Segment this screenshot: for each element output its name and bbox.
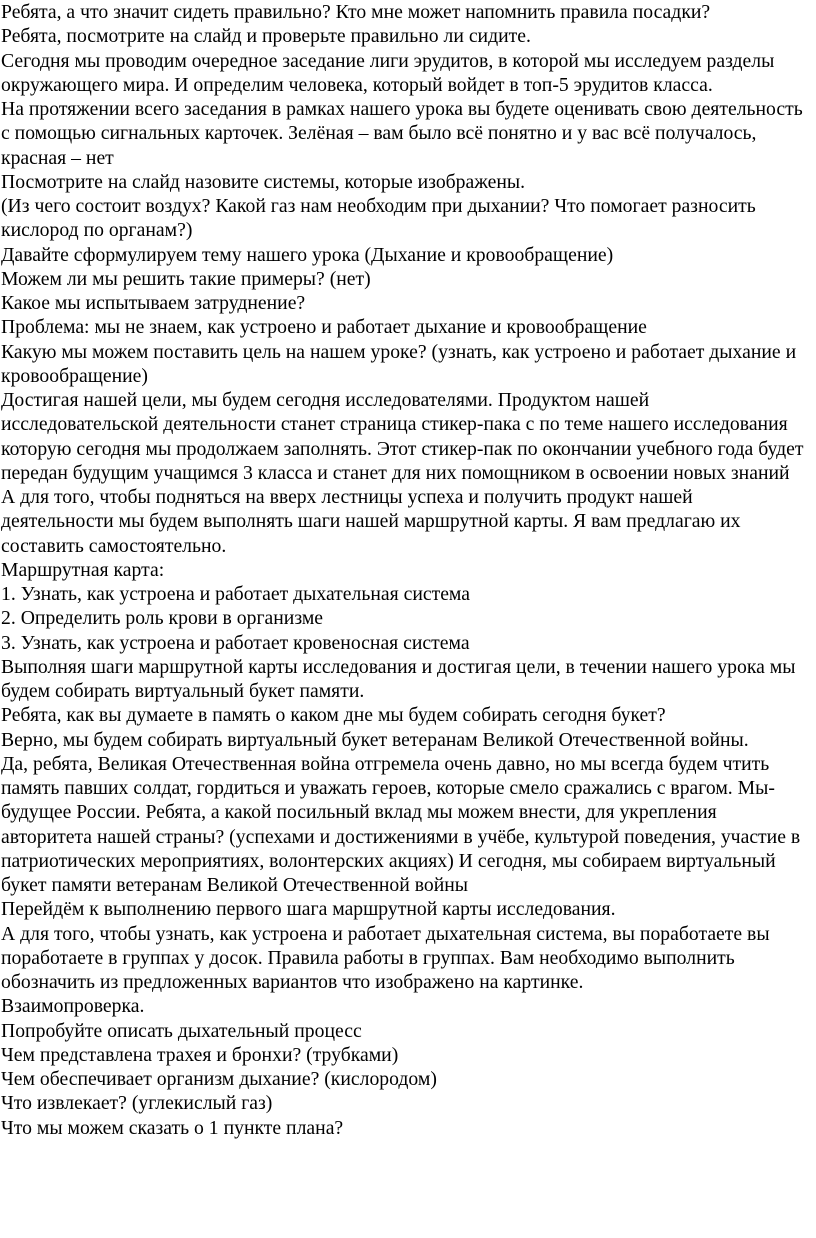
- paragraph-4: На протяжении всего заседания в рамках нашего урока вы будете оценивать свою деятельность с помощью сигнальных карточек. Зелёная – вам было всё понятно и у вас всё получалось, красная – нет: [1, 98, 803, 169]
- paragraph-5: Посмотрите на слайд назовите системы, которые изображены.: [1, 170, 526, 193]
- paragraph-12: Достигая нашей цели, мы будем сегодня исследователями. Продуктом нашей исследовательской деятельности станет страница стикер-пака с по теме нашего исследования которую сегодня мы продолжаем заполнять. Этот стикер-пак по окончании учебного года будет передан будущим учащимся 3 класса и станет для них помощником в освоении новых знаний: [1, 389, 804, 484]
- paragraph-19: Ребята, как вы думаете в память о каком дне мы будем собирать сегодня букет?: [1, 704, 666, 727]
- route-step-1: 1. Узнать, как устроена и работает дыхательная система: [1, 583, 470, 605]
- route-map-heading: Маршрутная карта:: [1, 558, 165, 581]
- paragraph-9: Какое мы испытываем затруднение?: [1, 292, 306, 314]
- paragraph-11: Какую мы можем поставить цель на нашем уроке? (узнать, как устроено и работает дыхание и кровообращение): [1, 340, 797, 387]
- paragraph-26: Чем представлена трахея и бронхи? (трубками): [1, 1043, 399, 1066]
- paragraph-21: Да, ребята, Великая Отечественная война отгремела очень давно, но мы всегда будем чтить память павших солдат, гордиться и уважать героев, которые смело сражались с врагом. Мы-будущее России. Ребята, а какой посильный вклад мы можем внести, для укрепления авторитета нашей страны? (успехами и достижениями в учёбе, культурой поведения, участие в патриотических мероприятиях, волонтерских акциях) И сегодня, мы собираем виртуальный букет памяти ветеранам Великой Отечественной войны: [1, 752, 801, 896]
- route-step-3: 3. Узнать, как устроена и работает кровеносная система: [1, 631, 470, 654]
- paragraph-1: Ребята, а что значит сидеть правильно? Кто мне может напомнить правила посадки?: [1, 1, 711, 23]
- paragraph-10: Проблема: мы не знаем, как устроено и работает дыхание и кровообращение: [1, 316, 647, 339]
- paragraph-23: А для того, чтобы узнать, как устроена и работает дыхательная система, вы поработаете вы поработаете в группах у досок. Правила работы в группах. Вам необходимо выполнить обозначить из предложенных вариантов что изображено на картинке.: [1, 922, 770, 993]
- paragraph-8: Можем ли мы решить такие примеры? (нет): [1, 267, 371, 290]
- paragraph-20: Верно, мы будем собирать виртуальный букет ветеранам Великой Отечественной войны.: [1, 728, 749, 751]
- paragraph-7: Давайте сформулируем тему нашего урока (Дыхание и кровообращение): [1, 243, 614, 266]
- paragraph-3: Сегодня мы проводим очередное заседание лиги эрудитов, в которой мы исследуем разделы окружающего мира. И определим человека, который войдет в топ-5 эрудитов класса.: [1, 49, 775, 96]
- paragraph-6: (Из чего состоит воздух? Какой газ нам необходим при дыхании? Что помогает разносить кислород по органам?): [1, 195, 756, 242]
- paragraph-27: Чем обеспечивает организм дыхание? (кислородом): [1, 1068, 437, 1090]
- paragraph-25: Попробуйте описать дыхательный процесс: [1, 1019, 362, 1042]
- paragraph-24: Взаимопроверка.: [1, 995, 145, 1018]
- paragraph-18: Выполняя шаги маршрутной карты исследования и достигая цели, в течении нашего урока мы будем собирать виртуальный букет памяти.: [1, 655, 796, 702]
- paragraph-2: Ребята, посмотрите на слайд и проверьте правильно ли сидите.: [1, 25, 531, 48]
- paragraph-13: А для того, чтобы подняться на вверх лестницы успеха и получить продукт нашей деятельности мы будем выполнять шаги нашей маршрутной карты. Я вам предлагаю их составить самостоятельно.: [1, 486, 741, 557]
- paragraph-29: Что мы можем сказать о 1 пункте плана?: [1, 1116, 344, 1139]
- paragraph-22: Перейдём к выполнению первого шага маршрутной карты исследования.: [1, 898, 616, 921]
- route-step-2: 2. Определить роль крови в организме: [1, 607, 324, 630]
- paragraph-28: Что извлекает? (углекислый газ): [1, 1092, 273, 1115]
